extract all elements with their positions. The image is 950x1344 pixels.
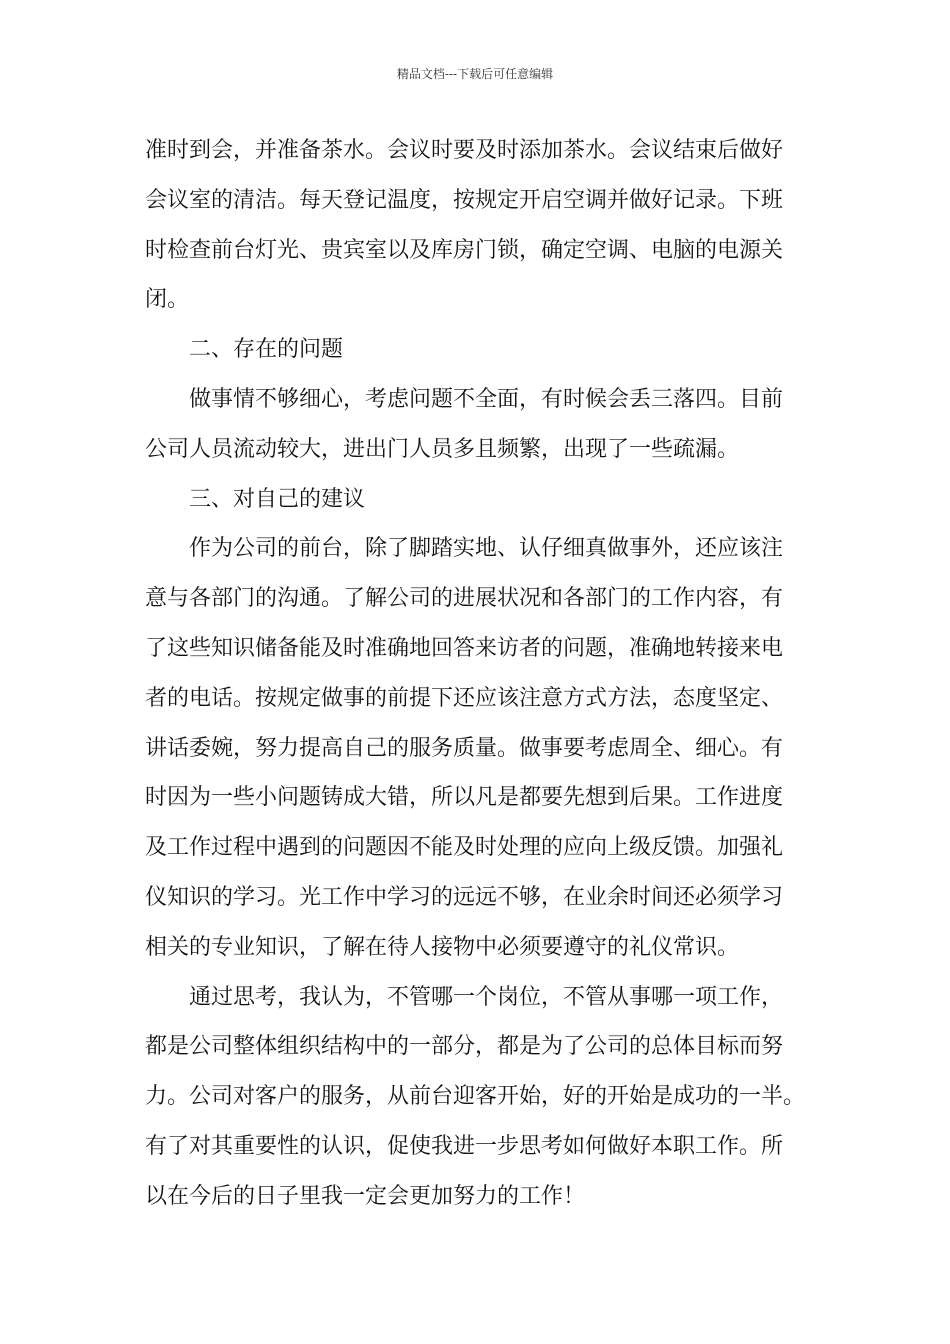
page-header: 精品文档---下载后可任意编辑 (396, 67, 554, 81)
body-line: 讲话委婉，努力提高自己的服务质量。做事要考虑周全、细心。有 (145, 735, 784, 761)
body-line: 时检查前台灯光、贵宾室以及库房门锁，确定空调、电脑的电源关 (145, 237, 784, 263)
body-line: 了这些知识储备能及时准确地回答来访者的问题，准确地转接来电 (145, 635, 784, 661)
body-line: 以在今后的日子里我一定会更加努力的工作！ (145, 1183, 586, 1209)
body-line: 做事情不够细心，考虑问题不全面，有时候会丢三落四。目前 (189, 386, 784, 412)
body-line: 及工作过程中遇到的问题因不能及时处理的应向上级反馈。加强礼 (145, 835, 784, 861)
body-line: 会议室的清洁。每天登记温度，按规定开启空调并做好记录。下班 (145, 187, 784, 213)
body-line: 都是公司整体组织结构中的一部分，都是为了公司的总体目标而努 (145, 1034, 784, 1060)
section-heading-suggestions: 三、对自己的建议 (189, 486, 366, 512)
body-line: 公司人员流动较大，进出门人员多且频繁，出现了一些疏漏。 (145, 436, 740, 462)
body-line: 时因为一些小问题铸成大错，所以凡是都要先想到后果。工作进度 (145, 785, 784, 811)
body-line: 通过思考，我认为，不管哪一个岗位，不管从事哪一项工作， (189, 984, 784, 1010)
section-heading-problems: 二、存在的问题 (189, 337, 344, 363)
body-line: 仪知识的学习。光工作中学习的远远不够，在业余时间还必须学习 (145, 884, 784, 910)
body-line: 有了对其重要性的认识，促使我进一步思考如何做好本职工作。所 (145, 1133, 784, 1159)
body-line: 力。公司对客户的服务，从前台迎客开始，好的开始是成功的一半。 (145, 1084, 806, 1110)
document-body (145, 126, 825, 1222)
body-line: 准时到会，并准备茶水。会议时要及时添加茶水。会议结束后做好 (145, 138, 784, 163)
body-line: 作为公司的前台，除了脚踏实地、认仔细真做事外，还应该注 (189, 536, 784, 562)
body-line: 意与各部门的沟通。了解公司的进展状况和各部门的工作内容，有 (145, 586, 784, 612)
body-line: 闭。 (145, 287, 190, 313)
body-line: 者的电话。按规定做事的前提下还应该注意方式方法，态度坚定、 (145, 685, 784, 711)
body-line: 相关的专业知识，了解在待人接物中必须要遵守的礼仪常识。 (145, 934, 740, 960)
